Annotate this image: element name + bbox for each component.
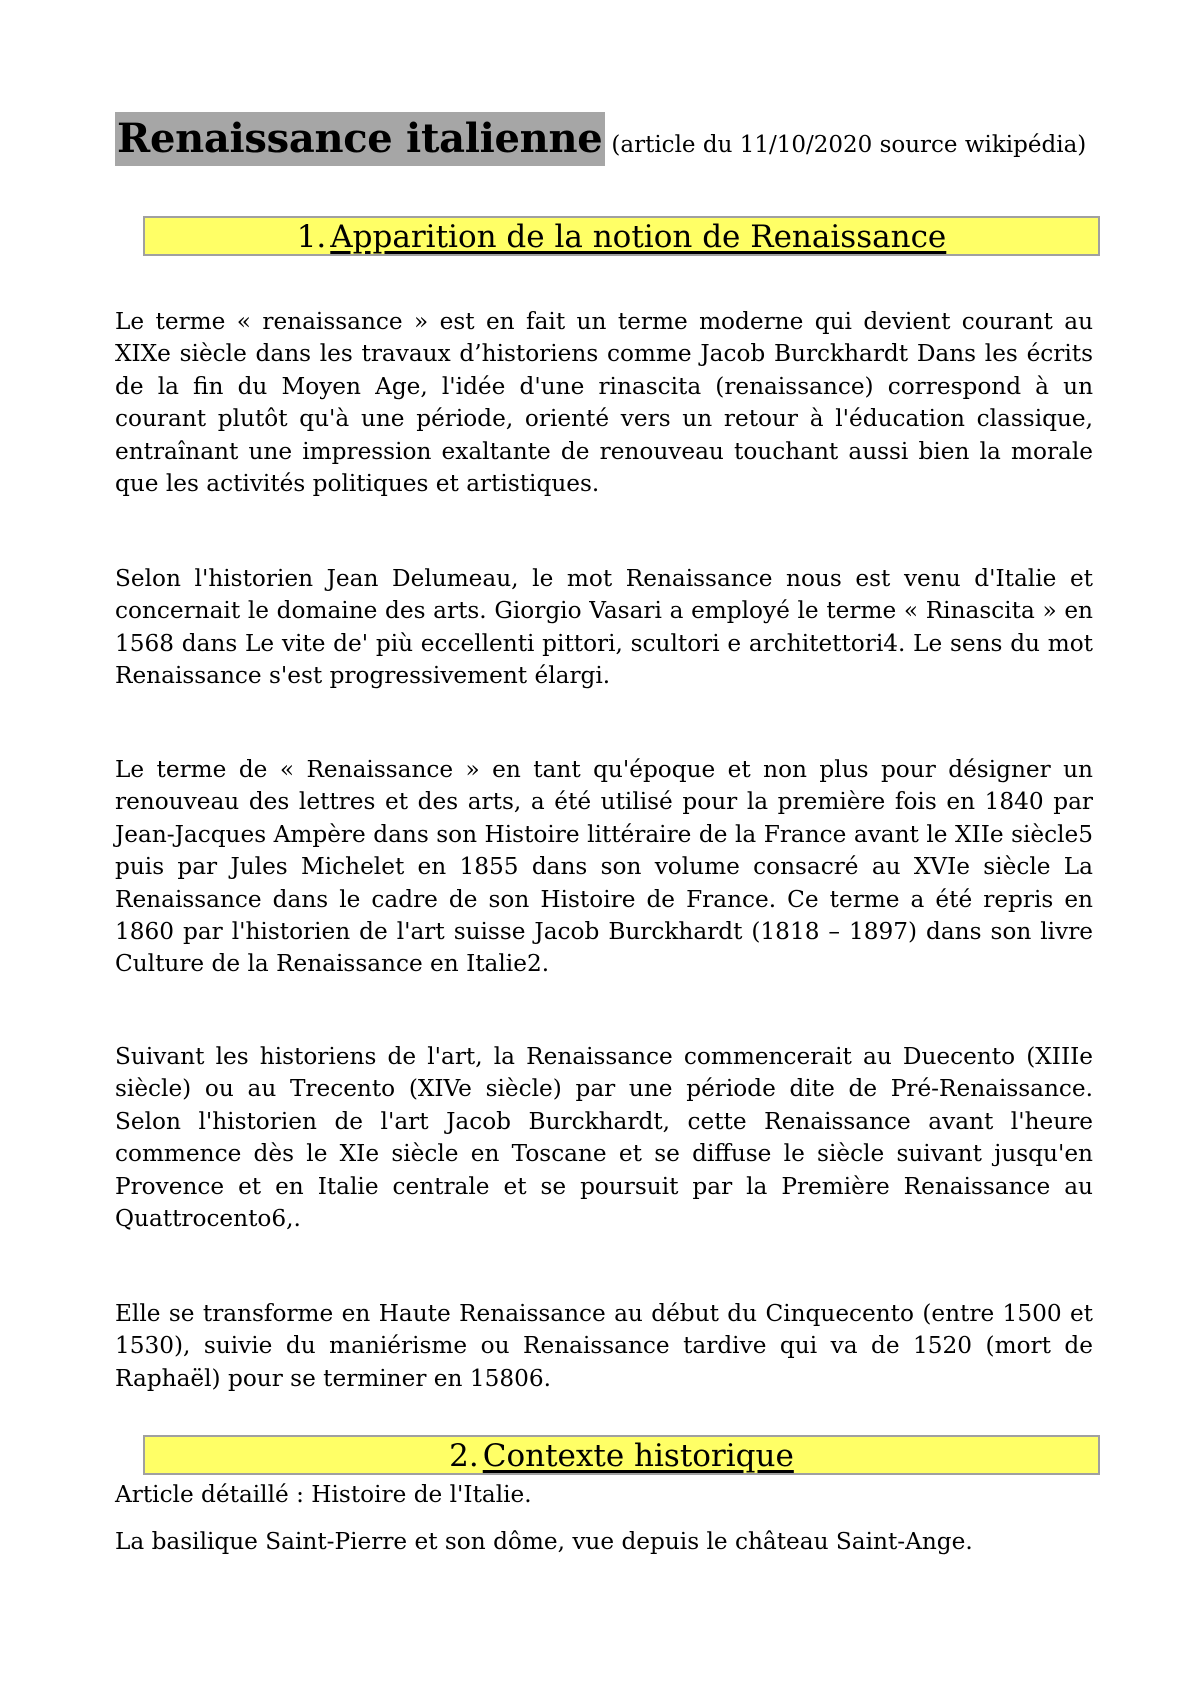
document-subtitle: (article du 11/10/2020 source wikipédia) (611, 132, 1087, 158)
section-heading-2 (143, 1435, 1100, 1475)
paragraph: Elle se transforme en Haute Renaissance au début du Cinquecento (entre 1500 et 1530), suivie du maniérisme ou Renaissance tardive qui va de 1520 (mort de Raphaël) pour se terminer en 15806. (115, 1300, 1093, 1392)
section-title: Apparition de la notion de Renaissance (330, 219, 947, 255)
section-number: 1. (296, 219, 327, 255)
paragraph: Selon l'historien Jean Delumeau, le mot Renaissance nous est venu d'Italie et concernait le domaine des arts. Giorgio Vasari a employé le terme « Rinascita » en 1568 dans Le vite de' più eccellenti pittori, scultori e architettori4. Le sens du mot Renaissance s'est progressivement élargi. (115, 565, 1093, 690)
document-title: Renaissance italienne (115, 112, 605, 166)
section-number: 2. (449, 1438, 479, 1474)
title-line (115, 112, 1115, 166)
paragraph: Le terme de « Renaissance » en tant qu'époque et non plus pour désigner un renouveau des lettres et des arts, a été utilisé pour la première fois en 1840 par Jean-Jacques Ampère dans son Histoire littéraire de la France avant le XIIe siècle5 puis par Jules Michelet en 1855 dans son volume consacré au XVIe siècle La Renaissance dans le cadre de son Histoire de France. Ce terme a été repris en 1860 par l'historien de l'art suisse Jacob Burckhardt (1818 – 1897) dans son livre Culture de la Renaissance en Italie2. (115, 756, 1093, 978)
detail-article-line: Article détaillé : Histoire de l'Italie. (115, 1481, 532, 1508)
section-heading-1 (143, 216, 1100, 256)
paragraph: La basilique Saint-Pierre et son dôme, vue depuis le château Saint-Ange. (115, 1528, 973, 1555)
paragraph: Suivant les historiens de l'art, la Renaissance commencerait au Duecento (XIIIe siècle) ou au Trecento (XIVe siècle) par une période dite de Pré-Renaissance. Selon l'historien de l'art Jacob Burckhardt, cette Renaissance avant l'heure commence dès le XIe siècle en Toscane et se diffuse le siècle suivant jusqu'en Provence et en Italie centrale et se poursuit par la Première Renaissance au Quattrocento6,. (115, 1043, 1093, 1233)
section-title: Contexte historique (482, 1438, 794, 1474)
paragraph: Le terme « renaissance » est en fait un terme moderne qui devient courant au XIXe siècle dans les travaux d’historiens comme Jacob Burckhardt Dans les écrits de la fin du Moyen Age, l'idée d'une rinascita (renaissance) correspond à un courant plutôt qu'à une période, orienté vers un retour à l'éducation classique, entraînant une impression exaltante de renouveau touchant aussi bien la morale que les activités politiques et artistiques. (115, 308, 1093, 498)
